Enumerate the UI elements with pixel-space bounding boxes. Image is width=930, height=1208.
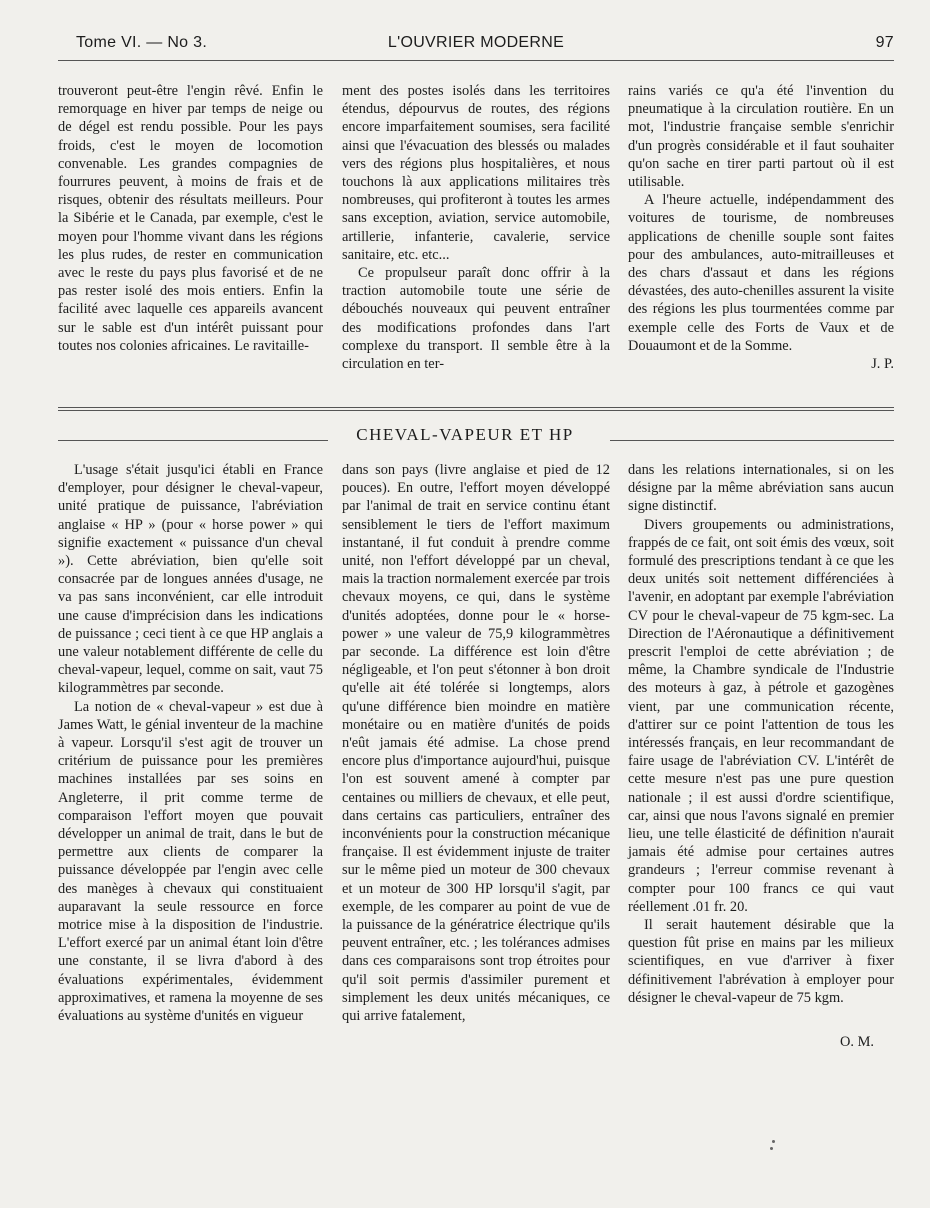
author-signature: O. M. [840, 1034, 874, 1051]
section-divider [58, 407, 894, 408]
top-article-column-2 [342, 82, 610, 373]
running-header [58, 32, 894, 58]
author-signature: J. P. [871, 356, 894, 373]
article-column-2 [342, 461, 610, 1025]
title-rule-left [58, 440, 328, 441]
paragraph: dans son pays (livre anglaise et pied de 12 pouces). En outre, l'effort moyen développé par l'animal de trait en service continu étant sensiblement le tiers de l'effort maximum instantané, il fut conduit à prendre comme unité, non l'effort développé par un cheval, mais la traction normalement exercée par trois chevaux moyens, ce qui, dans le système d'unités adoptées, donne pour le « horse-power » une valeur de 75,9 kilogrammètres par seconde. La différence est loin d'être négligeable, et l'on peut s'étonner à bon droit qu'elle ait été tolérée si longtemps, alors qu'une différence bien moindre en matière monétaire ou en matière d'unités de poids n'eût jamais été admise. La chose prend encore plus d'importance aujourd'hui, puisque l'on est souvent amené à compter par centaines ou milliers de chevaux, et elle peut, dans certains cas particuliers, entraîner des inconvénients pour la construction mécanique française. Il est évidemment injuste de traiter sur le même pied un moteur de 300 chevaux et un moteur de 300 HP lorsqu'il s'agit, par exemple, de les comparer au point de vue de la puissance de la génératrice électrique qu'ils peuvent entraîner, etc. ; les tolérances admises dans ces comparaisons sont trop étroites pour qu'il soit permis d'assimiler purement et simplement les deux unités mécaniques, ce qui arrive fatalement, [342, 462, 610, 1025]
page-number: 97 [875, 34, 894, 51]
article-column-1 [58, 461, 323, 1025]
paragraph: trouveront peut-être l'engin rêvé. Enfin le remorquage en hiver par temps de neige ou de dégel est rendu possible. Pour les pays froids, c'est le moyen de locomotion convenable. Les grandes compagnies de fourrures peuvent, à moins de frais et de risques, obtenir des résultats meilleurs. Pour la Sibérie et le Canada, par exemple, c'est le moyen pour l'homme vivant dans les régions les plus rudes, de rester en communication avec le reste du pays plus favorisé et de ne pas rester isolé des mois entiers. Enfin la facilité avec laquelle ces appareils avancent sur le sable est d'un intérêt puissant pour toutes nos colonies africaines. Le ravitaille- [58, 83, 323, 354]
section-divider-double [58, 410, 894, 411]
paragraph: Ce propulseur paraît donc offrir à la traction automobile toute une série de débouchés nouveaux qui peuvent entraîner des modifications profondes dans l'art complexe du transport. Il semble être à la circulation en ter- [342, 265, 610, 373]
paragraph: rains variés ce qu'a été l'invention du pneumatique à la circulation routière. En un mot, l'industrie française semble s'enrichir d'un progrès considérable et il faut souhaiter qu'on sache en tirer parti partout où il est utilisable. [628, 83, 894, 191]
volume-number: Tome VI. — No 3. [76, 34, 208, 51]
journal-title: L'OUVRIER MODERNE [387, 34, 565, 51]
article-title: CHEVAL-VAPEUR ET HP [356, 425, 574, 444]
top-article-column-1 [58, 82, 323, 355]
paper-speck [772, 1140, 775, 1143]
paper-speck [770, 1147, 773, 1150]
top-article-column-3 [628, 82, 894, 373]
header-rule [58, 60, 894, 61]
paragraph: Il serait hautement désirable que la question fût prise en mains par les milieux scientifiques, en vue d'arriver à fixer définitivement l'abrévation à employer pour désigner le cheval-vapeur de 75 kgm. [628, 917, 894, 1006]
paragraph: A l'heure actuelle, indépendamment des voitures de tourisme, de nombreuses applications de chenille souple sont faites pour des ambulances, auto-mitrailleuses et des chars d'assaut et dans les régions dévastées, des auto-chenilles assurent la visite des régions les plus tourmentées comme par exemple celle des Forts de Vaux et de Douaumont et de la Somme. [628, 192, 894, 354]
paragraph: dans les relations internationales, si on les désigne par la même abréviation sans aucun signe distinctif. [628, 462, 894, 515]
paragraph: ment des postes isolés dans les territoires étendus, dépourvus de routes, des régions encore imparfaitement soumises, sera facilité ainsi que l'évacuation des blessés ou malades vers des régions plus hospitalières, et nous touchons là aux applications militaires très nombreuses, qui profiteront à toutes les armes sans exception, aviation, service automobile, artillerie, infanterie, cavalerie, service sanitaire, etc. etc... [342, 83, 610, 263]
paragraph: La notion de « cheval-vapeur » est due à James Watt, le génial inventeur de la machine à vapeur. Lorsqu'il s'est agit de trouver un critérium de puissance pour les premières machines installées par ses soins en Angleterre, il prit comme terme de comparaison l'effort moyen que pouvait développer un animal de trait, dans le but de permettre aux clients de comparer la puissance développée par l'engin avec celle des manèges à chevaux qui constituaient auparavant la seule ressource en force motrice mise à la disposition de l'industrie. L'effort exercé par un animal étant loin d'être une constante, il se livra d'abord à des évaluations expérimentales, évidemment approximatives, et ramena la moyenne de ses évaluations au système d'unités en vigueur [58, 698, 323, 1025]
paragraph: L'usage s'était jusqu'ici établi en France d'employer, pour désigner le cheval-vapeur, unité pratique de puissance, l'abréviation anglaise « HP » (pour « horse power » qui signifie exactement « puissance d'un cheval »). Cette abréviation, bien qu'elle soit consacrée par de longues années d'usage, ne va pas sans inconvénient, car elle introduit une cause d'imprécision dans les indications de puissance ; ceci tient à ce que HP anglais a une valeur notablement différente de celle du cheval-vapeur, lequel, comme on sait, vaut 75 kilogrammètres par seconde. [58, 462, 323, 697]
article-column-3 [628, 461, 894, 1051]
title-rule-right [610, 440, 894, 441]
paragraph: Divers groupements ou administrations, frappés de ce fait, ont soit émis des vœux, soit formulé des prescriptions tendant à ce que les deux unités soit nettement différenciées à l'avenir, en adoptant par exemple l'abréviation CV pour le cheval-vapeur de 75 kgm-sec. La Direction de l'Aéronautique a définitivement prescrit l'emploi de cette abréviation ; de même, la Chambre syndicale de l'Industrie des moteurs à gaz, à pétrole et gazogènes vient, par une communication récente, d'attirer sur ce point l'attention de tous les intéressés français, en leur recommandant de faire usage de l'abréviation CV. L'intérêt de cette mesure n'est pas une pure question nationale ; il est aussi d'ordre scientifique, car, ainsi que nous l'avons signalé en premier lieu, une telle élasticité de définition n'aurait jamais été admise pour certaines autres grandeurs ; l'erreur commise revenant à compter pour 100 francs ce qui vaut réellement .01 fr. 20. [628, 516, 894, 915]
